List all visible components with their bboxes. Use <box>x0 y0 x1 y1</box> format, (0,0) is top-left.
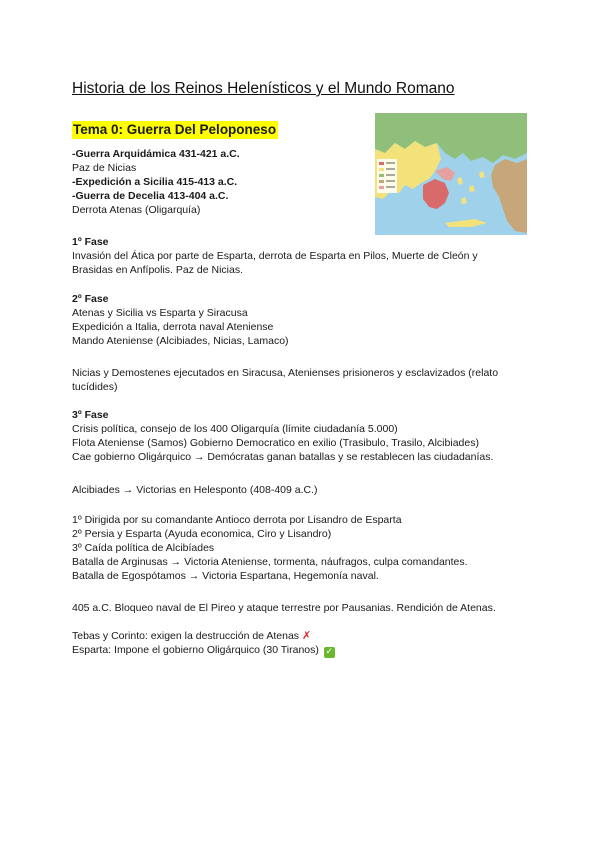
fase-3-line-3: Cae gobierno Oligárquico → Demócratas ganan batallas y se restablecen las ciudadanías. <box>72 451 494 463</box>
peloponnesian-war-map <box>375 113 527 235</box>
esparta-text: Esparta: Impone el gobierno Oligárquico (30 Tiranos) <box>72 644 319 656</box>
fase-2-heading: 2º Fase <box>72 293 109 305</box>
fase-3-heading: 3º Fase <box>72 409 109 421</box>
map-graphic <box>375 113 527 235</box>
cross-mark-icon: ✗ <box>301 629 312 642</box>
ordered-line-1: 1º Dirigida por su comandante Antioco derrota por Lisandro de Esparta <box>72 514 402 526</box>
ordered-line-5: Batalla de Egospótamos → Victoria Espartana, Hegemonía naval. <box>72 570 379 582</box>
document-title: Historia de los Reinos Helenísticos y el Mundo Romano <box>72 80 455 97</box>
alcibiades-line: Alcibiades → Victorias en Helesponto (408-409 a.C.) <box>72 484 318 496</box>
map-legend-swatch-5 <box>379 186 384 189</box>
tebas-text: Tebas y Corinto: exigen la destrucción de Atenas <box>72 630 300 642</box>
intro-line-1: -Guerra Arquidámica 431-421 a.C. <box>72 148 240 160</box>
intro-line-2: Paz de Nicias <box>72 162 137 174</box>
fase-2-line-3: Mando Ateniense (Alcibiades, Nicias, Lamaco) <box>72 335 289 347</box>
check-mark-icon: ✓ <box>325 647 334 657</box>
map-legend-swatch-4 <box>379 180 384 183</box>
ordered-line-2: 2º Persia y Esparta (Ayuda economica, Ciro y Lisandro) <box>72 528 332 540</box>
intro-line-3: -Expedición a Sicilia 415-413 a.C. <box>72 176 238 188</box>
nicias-note-line-1: Nicias y Demostenes ejecutados en Siracusa, Atenienses prisioneros y esclavizados (relato <box>72 367 499 379</box>
fase-3-line-1: Crisis política, consejo de los 400 Oligarquía (límite ciudadanía 5.000) <box>72 423 398 435</box>
bloqueo-line: 405 a.C. Bloqueo naval de El Pireo y ataque terrestre por Pausanias. Rendición de Atenas. <box>72 602 496 614</box>
map-legend-swatch-1 <box>379 162 384 165</box>
map-legend-swatch-2 <box>379 168 384 171</box>
fase-1-heading: 1º Fase <box>72 236 109 248</box>
intro-line-5: Derrota Atenas (Oligarquía) <box>72 204 201 216</box>
fase-1-line-1: Invasión del Ática por parte de Esparta, derrota de Esparta en Pilos, Muerte de Cleón y <box>72 250 478 262</box>
ordered-line-4: Batalla de Arginusas → Victoria Ateniense, tormenta, náufragos, culpa comandantes. <box>72 556 468 568</box>
map-legend-swatch-3 <box>379 174 384 177</box>
esparta-line <box>72 643 335 658</box>
intro-line-4: -Guerra de Decelia 413-404 a.C. <box>72 190 229 202</box>
nicias-note-line-2: tucídides) <box>72 381 118 393</box>
fase-1-line-2: Brasidas en Anfípolis. Paz de Nicias. <box>72 264 244 276</box>
fase-3-line-2: Flota Ateniense (Samos) Gobierno Democratico en exilio (Trasibulo, Trasilo, Alcibiades) <box>72 437 479 449</box>
section-heading-tema-0: Tema 0: Guerra Del Peloponeso <box>73 122 277 137</box>
fase-2-line-1: Atenas y Sicilia vs Esparta y Siracusa <box>72 307 248 319</box>
fase-2-line-2: Expedición a Italia, derrota naval Ateniense <box>72 321 274 333</box>
ordered-line-3: 3º Caída política de Alcibíades <box>72 542 215 554</box>
tebas-line <box>72 629 311 643</box>
